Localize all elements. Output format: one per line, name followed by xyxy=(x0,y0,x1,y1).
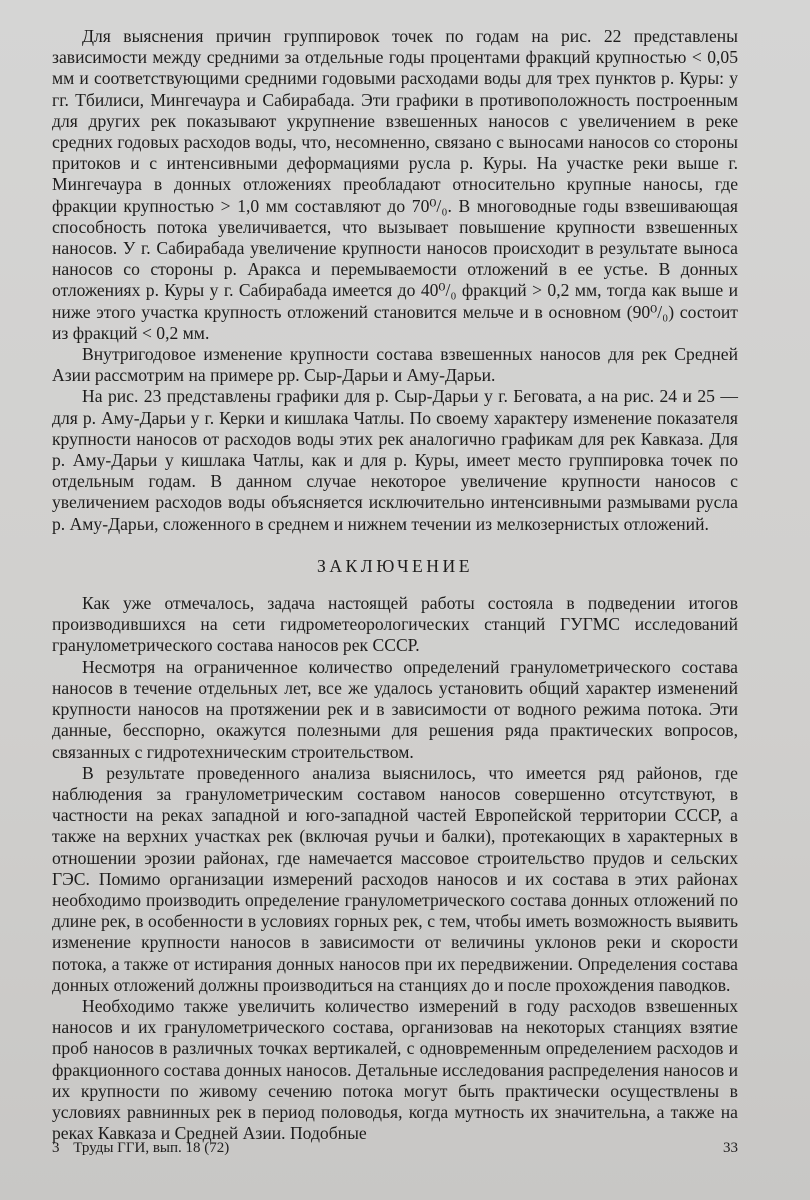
publication-series: Труды ГГИ, вып. 18 (72) xyxy=(73,1140,230,1156)
paragraph-conclusion-results: Несмотря на ограниченное количество определений гранулометрического состава наносов в течение отдельных лет, все же удалось установить общий характер изменений крупности наносов на протяжении рек и в зависимости от водного режима потока. Эти данные, бесспорно, окажутся полезными для решения ряда практических вопросов, связанных с гидротехническим строительством. xyxy=(52,656,738,762)
paragraph-kura-analysis: Для выяснения причин группировок точек по годам на рис. 22 представлены зависимости между средними за отдельные годы процентами фракций крупностью < 0,05 мм и соответствующими средними годовыми расходами воды для трех пунктов р. Куры: у гг. Тбилиси, Мингечаура и Сабирабада. Эти графики в противоположность построенным для других рек показывают укрупнение взвешенных наносов с увеличением в реке средних годовых расходов воды, что, несомненно, связано с выносами наносов со стороны притоков и с интенсивными деформациями русла р. Куры. На участке реки выше г. Мингечаура в донных отложениях преобладают относительно крупные наносы, где фракции крупностью > 1,0 мм составляют до 70⁰/₀. В многоводные годы взвешивающая способность потока увеличивается, что вызывает повышение крупности взвешенных наносов. У г. Сабирабада увеличение крупности наносов происходит в результате выноса наносов со стороны р. Аракса и перемываемости отложений в ее устье. В донных отложениях р. Куры у г. Сабирабада имеется до 40⁰/₀ фракций > 0,2 мм, тогда как выше и ниже этого участка крупность отложений становится мельче и в основном (90⁰/₀) состоит из фракций < 0,2 мм. xyxy=(52,26,738,343)
text-block xyxy=(52,26,738,1144)
signature-mark: 3 xyxy=(52,1140,60,1156)
footer-left xyxy=(52,1140,239,1157)
paragraph-conclusion-regions: В результате проведенного анализа выяснилось, что имеется ряд районов, где наблюдения за гранулометрическим составом наносов совершенно отсутствуют, в частности на реках западной и юго-западной частей Европейской территории СССР, а также на верхних участках рек (включая ручьи и балки), протекающих в характерных в отношении эрозии районах, где намечается массовое строительство прудов и сельских ГЭС. Помимо организации измерений расходов наносов и их состава в этих районах необходимо производить определение гранулометрического состава донных отложений по длине рек, в особенности в условиях горных рек, с тем, чтобы иметь возможность выявить изменение крупности наносов в зависимости от величины уклонов реки и скорости потока, а также от истирания донных наносов при их передвижении. Определения состава донных отложений должны производиться на станциях до и после прохождения паводков. xyxy=(52,762,738,995)
section-title-conclusion: ЗАКЛЮЧЕНИЕ xyxy=(317,555,473,576)
paragraph-conclusion-goal: Как уже отмечалось, задача настоящей работы состояла в подведении итогов производившихся на сети гидрометеорологических станций ГУГМС исследований гранулометрического состава наносов рек СССР. xyxy=(52,593,738,656)
paragraph-central-asia-intro: Внутригодовое изменение крупности состава взвешенных наносов для рек Средней Азии рассмотрим на примере рр. Сыр-Дарьи и Аму-Дарьи. xyxy=(52,344,738,386)
page-footer xyxy=(52,1140,738,1157)
page-number: 33 xyxy=(723,1140,738,1156)
paragraph-syr-amu-darya: На рис. 23 представлены графики для р. Сыр-Дарьи у г. Беговата, а на рис. 24 и 25 — для р. Аму-Дарьи у г. Керки и кишлака Чатлы. По своему характеру изменение показателя крупности наносов от расходов воды этих рек аналогично графикам для рек Кавказа. Для р. Аму-Дарьи у кишлака Чатлы, как и для р. Куры, имеет место группировка точек по отдельным годам. В данном случае некоторое увеличение крупности наносов с увеличением расходов воды объясняется исключительно интенсивными размывами русла р. Аму-Дарьи, сложенного в среднем и нижнем течении из мелкозернистых отложений. xyxy=(52,386,738,534)
paragraph-conclusion-measurements: Необходимо также увеличить количество измерений в году расходов взвешенных наносов и их гранулометрического состава, организовав на некоторых станциях взятие проб наносов в различных точках вертикалей, с одновременным определением расходов и фракционного состава донных наносов. Детальные исследования распределения наносов и их крупности по живому сечению потока могут быть практически осуществлены в условиях равнинных рек в период половодья, когда мутность их значительна, а также на реках Кавказа и Средней Азии. Подобные xyxy=(52,995,738,1144)
